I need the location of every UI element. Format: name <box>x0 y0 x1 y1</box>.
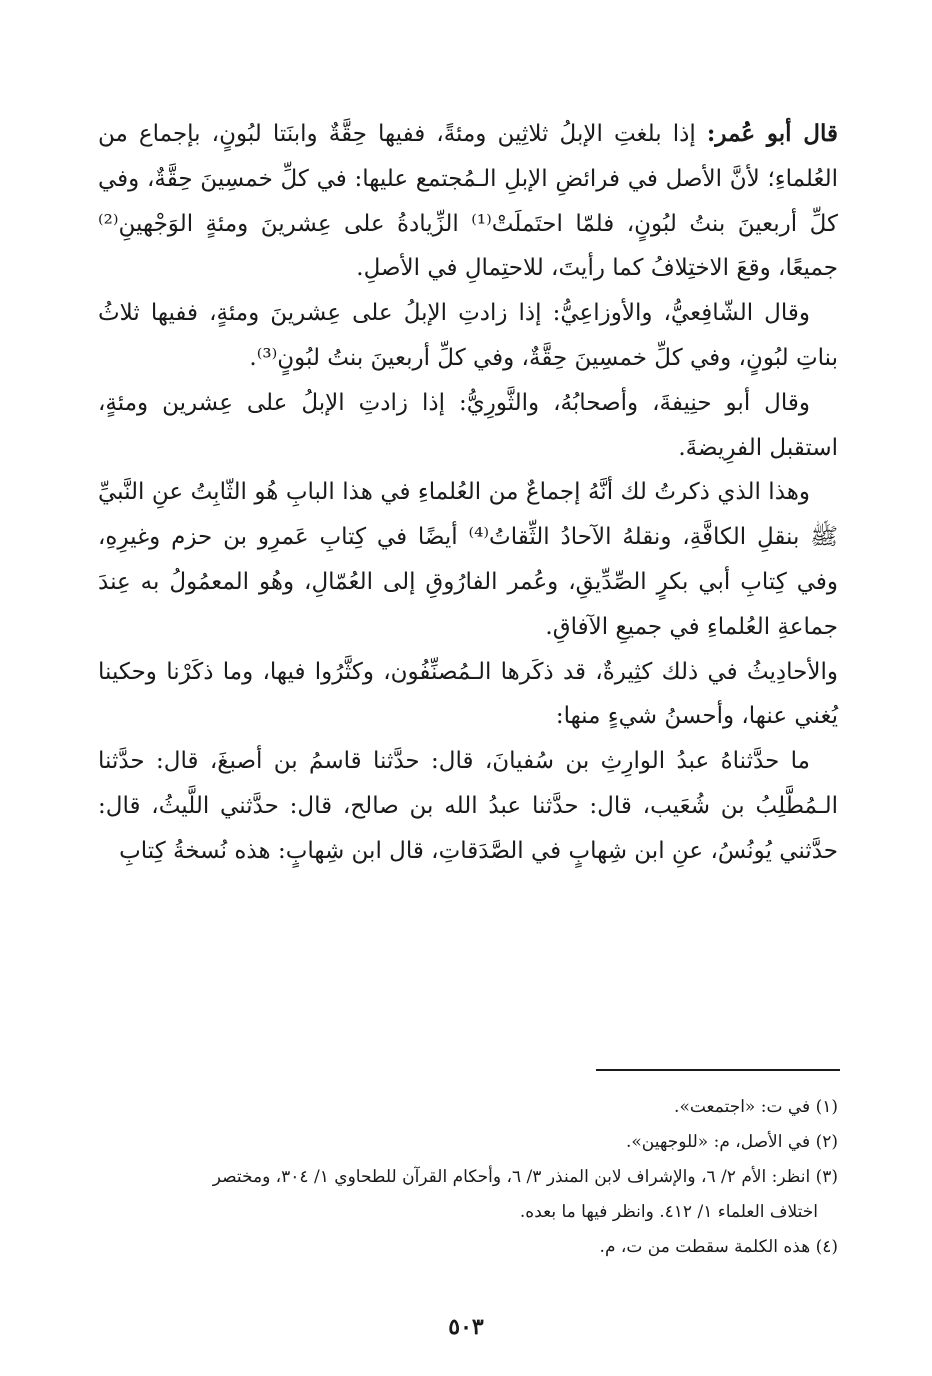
paragraph-1 <box>98 112 838 291</box>
page-number: ٥٠٣ <box>448 1314 484 1340</box>
paragraph-2: وقال الشّافِعيُّ، والأوزاعِيُّ: إذا زادتِ الإبلُ على عِشرينَ ومئةٍ، ففيها ثلاثُ بناتِ لبُونٍ، وفي كلِّ خمسِينَ حِقَّةٌ، وفي كلِّ أربعينَ بنتُ لبُونٍ⁽³⁾. <box>98 300 838 371</box>
paragraph-4: وهذا الذي ذكرتُ لك أنَّهُ إجماعٌ من العُلماءِ في هذا البابِ هُو الثّابِتُ عنِ النَّبيِّ ﷺ بنقلِ الكافَّةِ، ونقلهُ الآحادُ الثِّقاتُ⁽⁴⁾ أيضًا في كِتابِ عَمرِو بن حزم وغيرِهِ، وفي كِتابِ أبي بكرٍ الصِّدِّيقِ، وعُمر الفارُوقِ إلى العُمّالِ، وهُو المعمُولُ به عِندَ جماعةِ العُلماءِ في جميعِ الآفاقِ. <box>98 479 839 640</box>
paragraph-1-text: إذا بلغتِ الإبلُ ثلاثِين ومئةً، ففيها حِقَّةٌ وابنَتا لبُونٍ، بإجماع من العُلماءِ؛ لأنَّ الأصل في فرائضِ الإبلِ الـمُجتمع عليها: في كلِّ خمسِينَ حِقَّةٌ، وفي كلِّ أربعينَ بنتُ لبُونٍ، فلمّا احتَملَتْ⁽¹⁾ الزِّيادةُ على عِشرينَ ومئةٍ الوَجْهينِ⁽²⁾ جميعًا، وقعَ الاختِلافُ كما رأيتَ، للاحتِمالِ في الأصلِ. <box>98 121 838 282</box>
footnote-3-continuation: اختلاف العلماء ١/ ٤١٢. وانظر فيها ما بعده. <box>519 1202 818 1222</box>
paragraph-lead: قال أبو عُمر: <box>706 120 838 147</box>
footnote-1: (١) في ت: «اجتمعت». <box>674 1097 838 1117</box>
paragraph-6: ما حدَّثناهُ عبدُ الوارِثِ بن سُفيانَ، قال: حدَّثنا قاسمُ بن أصبغَ، قال: حدَّثنا الـمُطَّلِبُ بن شُعَيب، قال: حدَّثنا عبدُ الله بن صالح، قال: حدَّثني اللَّيثُ، قال: حدَّثني يُونُسُ، عنِ ابن شِهابٍ في الصَّدَقاتِ، قال ابن شِهابٍ: هذه نُسخةُ كِتابِ <box>98 748 838 864</box>
main-text <box>98 112 838 874</box>
footnote-4: (٤) هذه الكلمة سقطت من ت، م. <box>599 1237 838 1257</box>
paragraph-3: وقال أبو حنِيفةَ، وأصحابُهُ، والثَّورِيُّ: إذا زادتِ الإبلُ على عِشرين ومئةٍ، استقبل الفرِيضةَ. <box>98 389 838 461</box>
footnote-3: (٣) انظر: الأم ٢/ ٦، والإشراف لابن المنذر ٣/ ٦، وأحكام القرآن للطحاوي ١/ ٣٠٤، ومختصر <box>212 1167 838 1187</box>
paragraph-5: والأحادِيثُ في ذلك كثِيرةٌ، قد ذكَرها الـمُصنِّفُون، وكثَّرُوا فيها، وما ذكَرْنا وحكينا يُغني عنها، وأحسنُ شيءٍ منها: <box>98 658 838 730</box>
footnote-2: (٢) في الأصل، م: «للوجهين». <box>625 1132 838 1152</box>
footnotes <box>98 1090 838 1265</box>
footnote-separator <box>596 1069 840 1071</box>
